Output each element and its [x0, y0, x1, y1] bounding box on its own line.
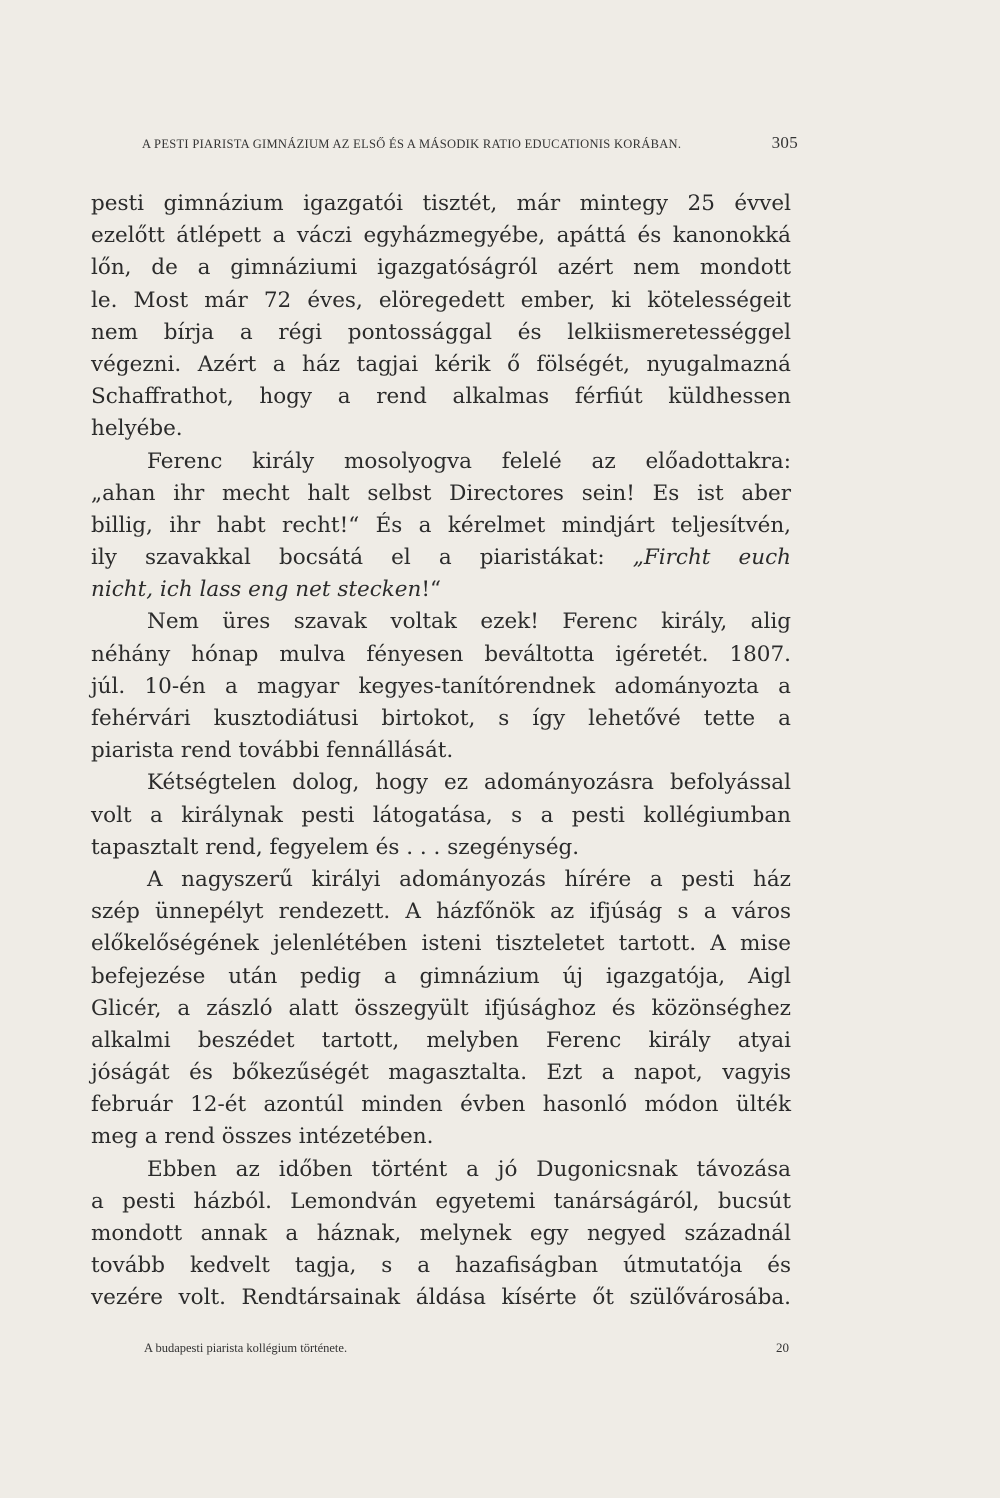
text-line: befejezése után pedig a gimnázium új igazgatója, Aigl	[91, 963, 791, 989]
text-line: Kétségtelen dolog, hogy ez adományozásra befolyással	[147, 770, 791, 796]
text-line: pesti gimnázium igazgatói tisztét, már mintegy 25 évvel	[91, 191, 791, 216]
german-quote: nicht, ich lass eng net stecken	[91, 577, 422, 603]
text-line: néhány hónap mulva fényesen beváltotta igéretét. 1807.	[91, 641, 791, 667]
text-line: a pesti házból. Lemondván egyetemi tanárságáról, bucsút	[91, 1188, 791, 1214]
text-line: júl. 10-én a magyar kegyes-tanítórendnek adományozta a	[91, 673, 791, 699]
text-line: piarista rend további fennállását.	[91, 738, 454, 764]
text-line: tovább kedvelt tagja, s a hazafiságban útmutatója és	[91, 1253, 791, 1279]
page-number: 305	[771, 133, 798, 152]
text-line: mondott annak a háznak, melynek egy negyed századnál	[91, 1221, 791, 1246]
running-title: A PESTI PIARISTA GIMNÁZIUM AZ ELSŐ ÉS A MÁSODIK RATIO EDUCATIONIS KORÁBAN.	[142, 137, 682, 151]
text-line: helyébe.	[91, 416, 183, 442]
text-line: volt a királynak pesti látogatása, s a pesti kollégiumban	[91, 802, 791, 828]
text-line: meg a rend összes intézetében.	[91, 1124, 434, 1150]
text-line: jóságát és bőkezűségét magasztalta. Ezt a napot, vagyis	[91, 1060, 791, 1086]
text-line	[91, 574, 791, 606]
text-line: Glicér, a zászló alatt összegyült ifjúsághoz és közönséghez	[91, 995, 791, 1021]
text-line: Schaffrathot, hogy a rend alkalmas férfiút küldhessen	[91, 384, 791, 410]
text-segment: ily szavakkal bocsátá el a piaristákat:	[91, 545, 633, 571]
text-line: fehérvári kusztodiátusi birtokot, s így lehetővé tette a	[91, 706, 791, 731]
text-line: ezelőtt átlépett a váczi egyházmegyébe, apáttá és kanonokká	[91, 223, 791, 249]
text-line: vezére volt. Rendtársainak áldása kísérte őt szülővárosába.	[91, 1285, 791, 1311]
text-line: Nem üres szavak voltak ezek! Ferenc király, alig	[147, 609, 791, 635]
text-line: végezni. Azért a ház tagjai kérik ő fölségét, nyugalmazná	[91, 351, 791, 377]
text-segment: !“	[421, 577, 442, 603]
text-line: nem bírja a régi pontossággal és lelkiismeretességgel	[91, 319, 791, 345]
text-line: billig, ihr habt recht!“ És a kérelmet mindjárt teljesítvén,	[91, 512, 791, 538]
text-line	[91, 542, 791, 574]
text-line: A nagyszerű királyi adományozás hírére a pesti ház	[147, 866, 791, 892]
footer-book-title: A budapesti piarista kollégium története.	[144, 1341, 348, 1355]
signature-mark: 20	[776, 1340, 789, 1355]
text-line: lőn, de a gimnáziumi igazgatóságról azért nem mondott	[91, 255, 791, 281]
text-line: Ebben az időben történt a jó Dugonicsnak távozása	[147, 1156, 791, 1182]
text-line: szép ünnepélyt rendezett. A házfőnök az ifjúság s a város	[91, 899, 791, 925]
body-text	[91, 188, 791, 1315]
running-header	[142, 133, 798, 153]
text-line: február 12-ét azontúl minden évben hasonló módon ülték	[91, 1092, 791, 1118]
text-line: alkalmi beszédet tartott, melyben Ferenc király atyai	[91, 1027, 791, 1053]
page-footer	[144, 1340, 789, 1356]
text-line: előkelőségének jelenlétében isteni tiszteletet tartott. A mise	[91, 931, 791, 957]
german-quote: „Fircht euch	[632, 545, 791, 571]
text-line: tapasztalt rend, fegyelem és . . . szegénység.	[91, 834, 580, 860]
text-line: „ahan ihr mecht halt selbst Directores sein! Es ist aber	[91, 480, 791, 506]
text-line: le. Most már 72 éves, elöregedett ember, ki kötelességeit	[91, 287, 791, 313]
text-line: Ferenc király mosolyogva felelé az előadottakra:	[147, 448, 791, 474]
